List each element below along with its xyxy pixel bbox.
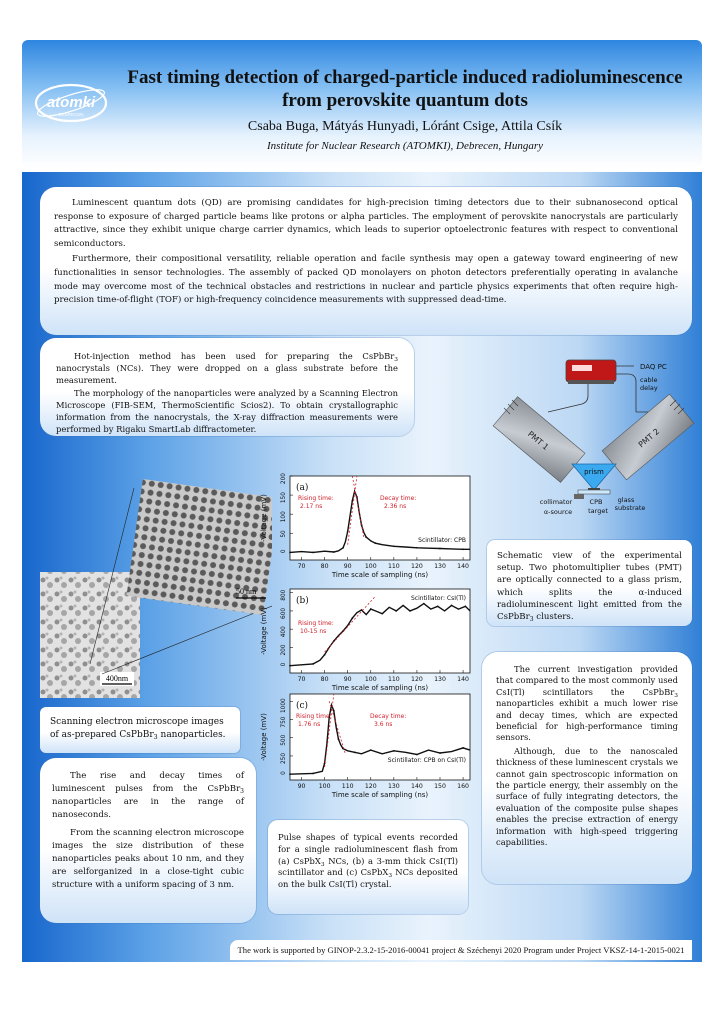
collimator-icon [574, 494, 584, 499]
x-tick-label: 110 [387, 563, 400, 570]
data-point [416, 754, 418, 756]
institute: Institute for Nuclear Research (ATOMKI), Debrecen, Hungary [267, 140, 543, 152]
intro-panel [40, 187, 692, 335]
data-point [354, 751, 356, 753]
data-point [451, 605, 453, 607]
x-tick-label: 150 [434, 783, 446, 790]
sem-high-magnification-image [126, 479, 272, 615]
sem-low-magnification-image [40, 572, 140, 698]
x-tick-label: 120 [411, 676, 423, 683]
data-point [289, 773, 291, 775]
x-tick-label: 140 [457, 563, 469, 570]
poster-title-line-1: Fast timing detection of charged-particle induced radioluminescence [127, 67, 683, 88]
panel-label: (a) [296, 483, 309, 493]
sem-scale-top: 50 nm [236, 587, 257, 596]
conclusion-paragraph-1: The current investigation provided that compared to the most commonly used CsI(Tl) scintillators the CsPbBr$_3$ nanoparticles exhibit a much lower rise and decay times, which are expected beneficial for high-performance timing sensors. [496, 664, 678, 743]
pmt-2-label: PMT 2 [636, 426, 662, 450]
rise-value: 2.17 ns [300, 503, 323, 510]
y-tick-label: 200 [281, 473, 287, 485]
substrate-label: substrate [614, 504, 646, 512]
rise-label: Rising time: [298, 620, 334, 627]
prism-label: prism [584, 468, 604, 476]
pulse-chart-c [258, 688, 476, 804]
y-tick-label: 150 [281, 492, 287, 504]
x-tick-label: 110 [341, 783, 354, 790]
y-axis-label: -Voltage (mV) [260, 607, 268, 655]
source-label: α-source [543, 508, 573, 516]
y-tick-label: 0 [281, 771, 287, 775]
cable-label: cable [640, 376, 658, 384]
rise-paragraph-2: From the scanning electron microscope images the size distribution of these nanoparticles peaks about 10 nm, and they are selforganized in a close-tight cubic structure with a uniform spacing of 3 nm. [52, 828, 244, 890]
cpb-target-icon [588, 488, 600, 490]
data-point [312, 773, 314, 775]
data-point [370, 608, 372, 610]
x-tick-label: 110 [387, 676, 400, 683]
poster-title-line-2: from perovskite quantum dots [282, 90, 528, 111]
sem-caption-panel [40, 707, 240, 753]
data-point [462, 548, 464, 550]
x-tick-label: 70 [297, 563, 306, 570]
x-tick-label: 100 [364, 676, 377, 683]
authors: Csaba Buga, Mátyás Hunyadi, Lóránt Csige, Attila Csík [247, 119, 563, 134]
rise-value: 10-15 ns [300, 628, 327, 635]
data-point [416, 547, 418, 549]
x-tick-label: 130 [387, 783, 400, 790]
logo-text: atomki [46, 94, 96, 111]
rise-label: Rising time: [296, 713, 332, 720]
y-tick-label: 750 [281, 716, 287, 728]
rise-decay-panel [40, 758, 256, 923]
conclusion-panel [482, 652, 692, 884]
decay-label: Decay time: [370, 713, 407, 720]
data-point [333, 551, 335, 553]
scintillator-label: Scintillator: CPB on CsI(Tl) [387, 757, 466, 764]
y-tick-label: 0 [281, 662, 287, 667]
y-tick-label: 800 [281, 589, 287, 601]
daq-label: DAQ PC [640, 363, 667, 371]
data-point [395, 610, 397, 612]
cpb-label: CPB [589, 498, 603, 506]
target-label: target [588, 507, 608, 515]
rise-paragraph-1: The rise and decay times of luminescent pulses from the CsPbBr$_3$ nanoparticles are in the range of nanoseconds. [52, 771, 244, 820]
sem-images [40, 478, 272, 704]
data-point [423, 603, 425, 605]
pulse-caption: Pulse shapes of typical events recorded for a single radioluminescent flash from (a) CsPbX$_3$ NCs, (b) a 3-mm thick CsI(Tl) scintillator and (c) CsPbX$_3$ NCs deposited on the bulk CsI(Tl) crystal. [278, 832, 458, 890]
y-axis-label: -Voltage (mV) [260, 494, 268, 542]
x-tick-label: 80 [320, 563, 329, 570]
data-point [312, 663, 314, 665]
x-axis-label: Time scale of sampling (ns) [331, 571, 429, 579]
method-paragraph-1: Hot-injection method has been used for preparing the CsPbBr$_3$ nanocrystals (NCs). They were dropped on a glass substrate before the measurement. [56, 351, 398, 386]
x-axis-label: Time scale of sampling (ns) [331, 684, 429, 692]
pulse-chart-a [258, 470, 476, 584]
y-tick-label: 500 [281, 734, 287, 746]
x-tick-label: 120 [364, 783, 377, 790]
x-tick-label: 70 [297, 676, 306, 683]
x-tick-label: 130 [434, 676, 446, 683]
x-tick-label: 80 [320, 676, 329, 683]
x-tick-label: 90 [343, 563, 352, 570]
y-tick-label: 50 [281, 530, 287, 538]
sem-scale-bottom: 400nm [105, 674, 129, 683]
y-tick-label: 100 [281, 511, 287, 523]
scintillator-label: Scintillator: CPB [418, 537, 466, 544]
data-point [324, 654, 326, 656]
y-axis-label: -Voltage (mV) [260, 713, 268, 761]
data-point [289, 551, 291, 553]
logo-subtext: DEBRECEN [58, 112, 84, 117]
data-point [365, 536, 367, 538]
collimator-label: collimator [539, 498, 573, 506]
x-tick-label: 100 [318, 783, 331, 790]
data-point [437, 605, 439, 607]
plot-frame [290, 694, 470, 780]
rise-label: Rising time: [298, 495, 334, 502]
funding-footer: The work is supported by GINOP-2.3.2-15-2016-00041 project & Széchenyi 2020 Program under Project VKSZ-14-1-2015-0021 [230, 940, 692, 960]
data-point [439, 752, 441, 754]
glass-substrate-icon [578, 490, 610, 494]
conclusion-paragraph-2: Although, due to the nanoscaled thickness of these luminescent crystals we cannot gain spectroscopic information on the particle energy, their assembly on the surface of fully integrating detectors, the evaluation of the composite pulse shapes enables the precise extraction of energy information with high-speed triggering capabilities. [496, 745, 678, 848]
y-tick-label: 400 [281, 626, 287, 638]
pulse-chart-b [258, 583, 476, 697]
data-point [351, 617, 353, 619]
method-paragraph-2: The morphology of the nanoparticles were analyzed by a Scanning Electron Microscope (FIB-SEM, ThermoScientific Scios2). To obtain crystallographic information from the nanocrystals, the X-ray diffraction measurements were performed by Rigaku SmartLab diffractometer. [56, 387, 398, 435]
pulse-caption-panel [268, 820, 468, 914]
data-point [347, 530, 349, 532]
y-tick-label: 1000 [281, 698, 287, 714]
y-tick-label: 600 [281, 607, 287, 619]
delay-label: delay [640, 384, 658, 392]
data-point [338, 738, 340, 740]
data-point [409, 610, 411, 612]
data-point [333, 710, 335, 712]
data-point [289, 665, 291, 667]
schematic-caption: Schematic view of the experimental setup. Two photomultiplier tubes (PMT) are optically connected to a glass prism, which splits the α-induced radioluminescent light emitted from the CsPbBr$_3$ clusters. [497, 551, 682, 624]
rise-value: 1.76 ns [298, 721, 321, 728]
data-point [312, 551, 314, 553]
x-tick-label: 100 [364, 563, 377, 570]
pmt-1-label: PMT 1 [525, 429, 551, 452]
data-point [361, 609, 363, 611]
x-tick-label: 120 [411, 563, 423, 570]
data-point [342, 547, 344, 549]
atomki-logo-icon [34, 82, 108, 124]
schematic-caption-panel [487, 540, 692, 626]
data-point [370, 749, 372, 751]
scintillator-label: Scintillator: CsI(Tl) [410, 595, 466, 602]
data-point [462, 747, 464, 749]
intro-paragraph-1: Luminescent quantum dots (QD) are promising candidates for high-precision timing detectors due to their subnanosecond optical response to exposure of charged particle beams like protons or alpha particles. The employment of perovskite nanocrystals are particularly attractive, since they exhibit unique charge carrier dynamics, which leads to superior optoelectronic features with respect to conventional semiconductors. [54, 198, 678, 249]
x-tick-label: 130 [434, 563, 446, 570]
data-point [381, 613, 383, 615]
pmt-1-icon [493, 397, 585, 483]
y-tick-label: 0 [281, 549, 287, 554]
data-point [464, 605, 466, 607]
x-tick-label: 140 [457, 676, 469, 683]
sem-caption: Scanning electron microscope images of as-prepared CsPbBr$_3$ nanoparticles. [50, 717, 226, 741]
x-tick-label: 90 [343, 676, 352, 683]
x-axis-label: Time scale of sampling (ns) [331, 791, 429, 799]
experimental-setup-diagram [488, 352, 708, 534]
panel-label: (b) [296, 596, 309, 606]
x-tick-label: 90 [297, 783, 306, 790]
y-tick-label: 200 [281, 644, 287, 656]
method-panel [40, 338, 414, 436]
x-tick-label: 140 [411, 783, 423, 790]
decay-value: 2.36 ns [384, 503, 407, 510]
data-point [393, 545, 395, 547]
data-point [393, 750, 395, 752]
decay-label: Decay time: [380, 495, 417, 502]
pmt-2-icon [602, 394, 694, 480]
data-point [374, 542, 376, 544]
x-tick-label: 160 [457, 783, 469, 790]
intro-paragraph-2: Furthermore, their compositional versatility, reliable operation and facile synthesis may open a gateway toward engineering of new functionalities in sensor technologies. The assembly of packed QD monolayers on photon detectors preferentially operating in avalanche mode may overcome most of the technical obstacles and restrictions in nuclear and particle physics experiments that often require high-precision time-of-flight (TOF) or high-frequency coincidence measurements with suppressed dead-time. [54, 254, 678, 306]
panel-label: (c) [296, 701, 309, 711]
decay-value: 3.6 ns [374, 721, 393, 728]
y-tick-label: 250 [281, 752, 287, 765]
plot-frame [290, 476, 470, 560]
data-point [439, 548, 441, 550]
data-point [351, 500, 353, 502]
glass-label: glass [617, 496, 635, 504]
daq-pc-icon [566, 360, 616, 384]
